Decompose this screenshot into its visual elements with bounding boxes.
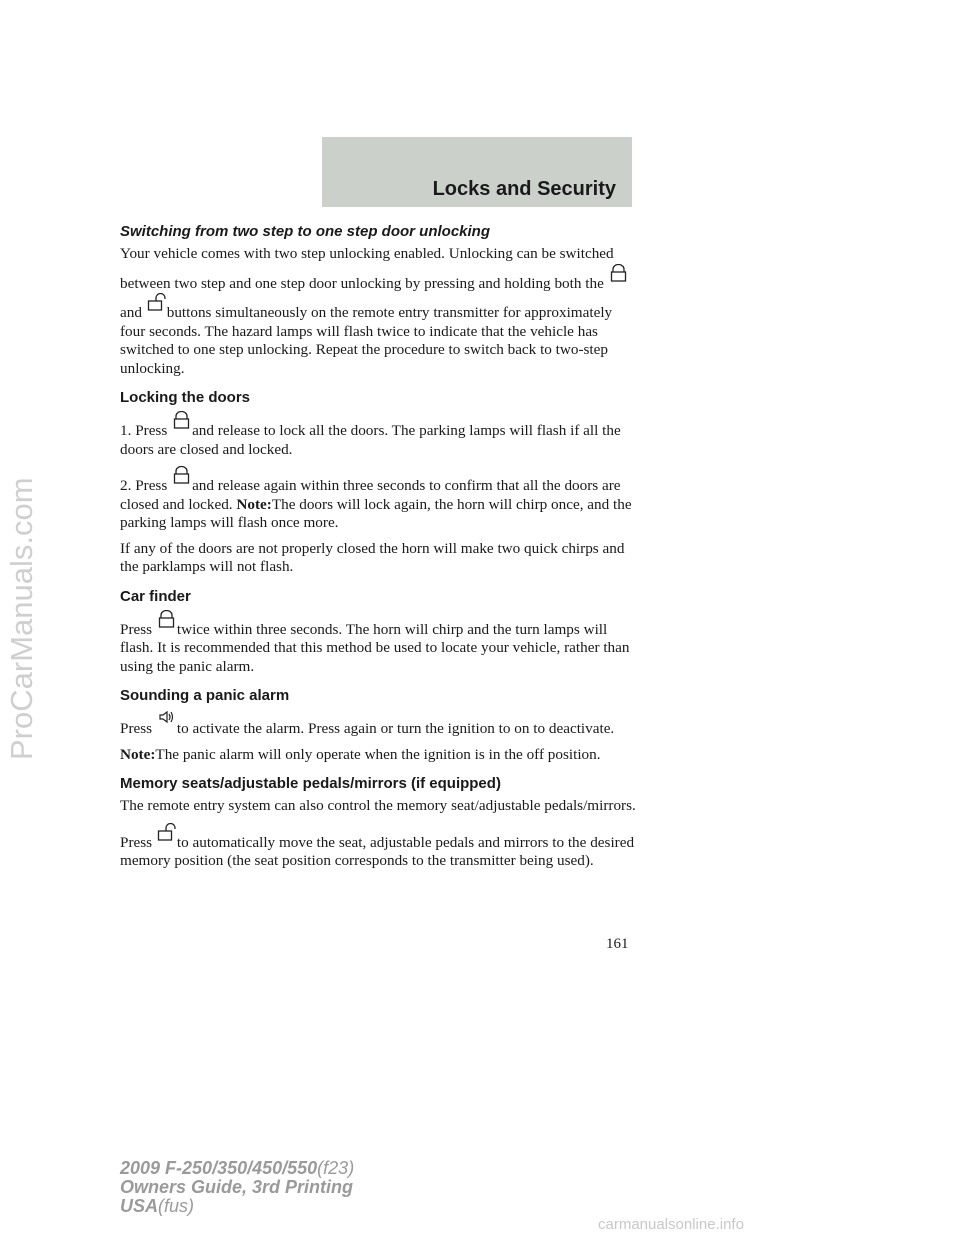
heading-switching: Switching from two step to one step door unlocking bbox=[120, 223, 490, 240]
header-band bbox=[322, 137, 632, 207]
lock-icon bbox=[157, 610, 176, 628]
text-span: and bbox=[120, 304, 142, 321]
page-number: 161 bbox=[606, 936, 629, 952]
text-span: to activate the alarm. Press again or turn the ignition to on to deactivate. bbox=[176, 720, 615, 737]
paragraph-memory-press bbox=[120, 823, 640, 871]
paragraph-switching bbox=[120, 245, 640, 378]
lock-icon bbox=[172, 411, 191, 429]
page-content bbox=[120, 222, 640, 878]
unlock-icon bbox=[147, 293, 166, 311]
text-span: Your vehicle comes with two step unlocking enabled. Unlocking can be switched between two step and one step door unlocking by pressing and holding both the bbox=[120, 245, 614, 292]
text-span: buttons simultaneously on the remote entry transmitter for approximately four seconds. The hazard lamps will flash twice to indicate that the vehicle has switched to one step unlocking. Repeat the procedure to switch back to two-step unlocking. bbox=[120, 304, 613, 377]
text-span: USA bbox=[120, 1196, 159, 1216]
text-span: and release to lock all the doors. The parking lamps will flash if all the doors are closed and locked. bbox=[120, 422, 621, 458]
lock-icon bbox=[172, 466, 191, 484]
heading-panic: Sounding a panic alarm bbox=[120, 687, 290, 704]
page-title: Locks and Security bbox=[432, 178, 616, 200]
bottom-watermark: carmanualsonline.info bbox=[598, 1216, 744, 1233]
unlock-icon bbox=[157, 823, 176, 841]
paragraph-locking-step1 bbox=[120, 411, 640, 459]
footer bbox=[120, 1159, 354, 1216]
paragraph-panic-note bbox=[120, 746, 640, 765]
note-label: Note: bbox=[236, 495, 272, 513]
text-span: 1. Press bbox=[120, 422, 168, 439]
lock-icon bbox=[609, 264, 628, 282]
text-span: 2009 F-250/350/450/550 bbox=[120, 1158, 318, 1178]
footer-line-model bbox=[120, 1159, 354, 1178]
side-watermark: ProCarManuals.com bbox=[4, 477, 39, 760]
paragraph-panic bbox=[120, 709, 640, 739]
panic-horn-icon bbox=[157, 709, 176, 727]
footer-line-region bbox=[120, 1197, 354, 1216]
text-span: to automatically move the seat, adjustable pedals and mirrors to the desired memory position (the seat position corresponds to the transmitter being used). bbox=[120, 833, 635, 869]
note-label: Note: bbox=[120, 745, 156, 763]
text-span: Press bbox=[120, 620, 153, 638]
paragraph-locking-warning: If any of the doors are not properly closed the horn will make two quick chirps and the parklamps will not flash. bbox=[120, 539, 625, 575]
text-span: Press bbox=[120, 720, 153, 737]
text-span: twice within three seconds. The horn will chirp and the turn lamps will flash. It is recommended that this method be used to locate your vehicle, rather than using the panic alarm. bbox=[120, 620, 630, 675]
heading-locking: Locking the doors bbox=[120, 389, 251, 406]
paragraph-car-finder bbox=[120, 610, 640, 677]
text-span: and release again within three seconds to confirm that all the doors are closed and locked. bbox=[120, 477, 621, 513]
text-span: 2. Press bbox=[120, 477, 168, 494]
heading-memory: Memory seats/adjustable pedals/mirrors (if equipped) bbox=[120, 775, 501, 792]
text-span: The doors will lock again, the horn will chirp once, and the parking lamps will flash once more. bbox=[120, 495, 632, 531]
footer-line-guide: Owners Guide, 3rd Printing bbox=[120, 1177, 354, 1197]
paragraph-memory-intro: The remote entry system can also control the memory seat/adjustable pedals/mirrors. bbox=[120, 797, 636, 814]
text-span: (fus) bbox=[158, 1196, 195, 1216]
text-span: (f23) bbox=[317, 1158, 355, 1178]
heading-car-finder: Car finder bbox=[120, 587, 191, 605]
text-span: Press bbox=[120, 833, 153, 851]
text-span: The panic alarm will only operate when the ignition is in the off position. bbox=[155, 745, 601, 763]
paragraph-locking-step2 bbox=[120, 466, 640, 533]
